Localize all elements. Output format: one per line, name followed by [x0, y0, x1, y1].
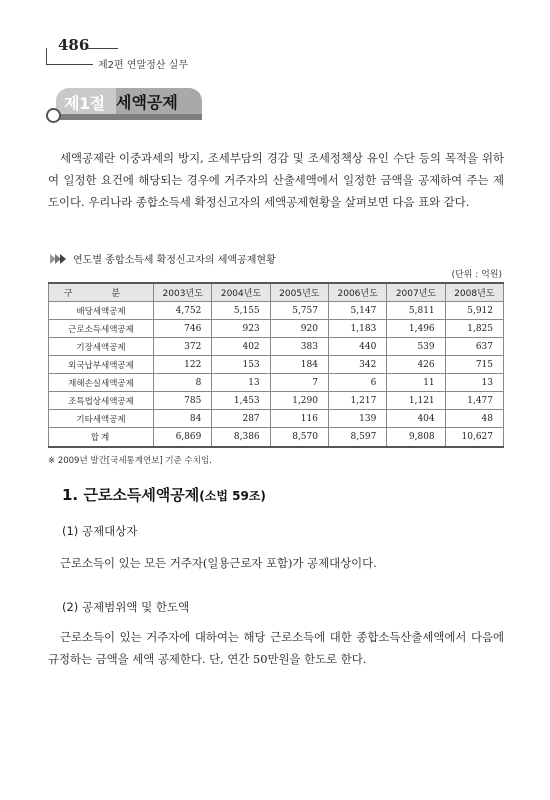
table-cell: 1,496 [387, 320, 445, 338]
table-cell: 13 [445, 374, 503, 392]
column-header: 2008년도 [445, 283, 503, 302]
row-label: 배당세액공제 [49, 302, 154, 320]
row-label: 합계 [49, 428, 154, 448]
table-cell: 8,386 [212, 428, 270, 448]
subsection-title-text: 1. 근로소득세액공제 [62, 486, 200, 504]
table-cell: 5,155 [212, 302, 270, 320]
table-cell: 5,912 [445, 302, 503, 320]
table-row [49, 320, 504, 338]
table-row [49, 374, 504, 392]
table-cell: 1,217 [328, 392, 386, 410]
table-cell: 372 [154, 338, 212, 356]
table-cell: 5,757 [270, 302, 328, 320]
table-caption [50, 251, 276, 266]
circle-bullet-icon [46, 108, 61, 123]
table-cell: 342 [328, 356, 386, 374]
table-cell: 440 [328, 338, 386, 356]
table-cell: 184 [270, 356, 328, 374]
table-cell: 1,453 [212, 392, 270, 410]
table-cell: 1,290 [270, 392, 328, 410]
table-cell: 8,597 [328, 428, 386, 448]
table-row [49, 338, 504, 356]
item-text-limit: 근로소득이 있는 거주자에 대하여는 해당 근로소득에 대한 종합소득산출세액에서 다음에 규정하는 금액을 세액 공제한다. 단, 연간 50만원을 한도로 한다. [48, 630, 504, 666]
table-caption-text: 연도별 종합소득세 확정신고자의 세액공제현황 [73, 255, 276, 266]
table-cell: 4,752 [154, 302, 212, 320]
table-cell: 7 [270, 374, 328, 392]
page-number: 486 [58, 36, 90, 54]
section-number: 제1절 [64, 94, 105, 113]
table-cell: 139 [328, 410, 386, 428]
table-cell: 5,147 [328, 302, 386, 320]
table-cell: 122 [154, 356, 212, 374]
table-cell: 785 [154, 392, 212, 410]
table-row [49, 392, 504, 410]
table-row [49, 356, 504, 374]
table-cell: 287 [212, 410, 270, 428]
table-cell: 6,869 [154, 428, 212, 448]
column-header: 2007년도 [387, 283, 445, 302]
table-cell: 84 [154, 410, 212, 428]
table-row [49, 302, 504, 320]
table-cell: 10,627 [445, 428, 503, 448]
table-cell: 116 [270, 410, 328, 428]
table-unit: (단위 : 억원) [451, 270, 502, 280]
table-cell: 923 [212, 320, 270, 338]
table-cell: 1,477 [445, 392, 503, 410]
subsection-law-ref: (소법 59조) [199, 489, 266, 503]
section-heading [46, 88, 206, 124]
section-title: 세액공제 [116, 93, 178, 112]
table-cell: 637 [445, 338, 503, 356]
item-text-target: 근로소득이 있는 모든 거주자(일용근로자 포함)가 공제대상이다. [60, 556, 377, 570]
table-cell: 402 [212, 338, 270, 356]
triple-arrow-icon [50, 254, 68, 264]
item-heading-limit: (2) 공제범위액 및 한도액 [62, 600, 190, 614]
column-header: 2006년도 [328, 283, 386, 302]
section-heading-underline [58, 114, 202, 120]
table-cell: 746 [154, 320, 212, 338]
table-cell: 153 [212, 356, 270, 374]
table-cell: 9,808 [387, 428, 445, 448]
table-cell: 5,811 [387, 302, 445, 320]
column-header: 2003년도 [154, 283, 212, 302]
table-cell: 8,570 [270, 428, 328, 448]
column-header: 2005년도 [270, 283, 328, 302]
table-cell: 920 [270, 320, 328, 338]
table-cell: 1,121 [387, 392, 445, 410]
row-label: 기장세액공제 [49, 338, 154, 356]
table-header-row [49, 283, 504, 302]
table-cell: 6 [328, 374, 386, 392]
row-label: 기타세액공제 [49, 410, 154, 428]
row-label: 재해손실세액공제 [49, 374, 154, 392]
tax-credit-table [48, 282, 504, 448]
row-label: 조특법상세액공제 [49, 392, 154, 410]
column-header: 2004년도 [212, 283, 270, 302]
table-cell: 426 [387, 356, 445, 374]
table-cell: 11 [387, 374, 445, 392]
table-total-row [49, 428, 504, 448]
table-cell: 404 [387, 410, 445, 428]
row-label: 외국납부세액공제 [49, 356, 154, 374]
table-cell: 1,183 [328, 320, 386, 338]
running-header-part: 제2편 연말정산 실무 [98, 60, 188, 71]
row-label: 근로소득세액공제 [49, 320, 154, 338]
table-cell: 715 [445, 356, 503, 374]
table-cell: 13 [212, 374, 270, 392]
header-rule [88, 48, 118, 49]
table-cell: 1,825 [445, 320, 503, 338]
table-row [49, 410, 504, 428]
subsection-title [62, 484, 266, 505]
intro-paragraph: 세액공제란 이중과세의 방지, 조세부담의 경감 및 조세정책상 유인 수단 등의 목적을 위하여 일정한 요건에 해당되는 경우에 거주자의 산출세액에서 일정한 금액을 공제하여 주는 제도이다. 우리나라 종합소득세 확정신고자의 세액공제현황을 살펴보면 다음 표와 같다. [48, 151, 504, 209]
column-header: 구 분 [49, 283, 154, 302]
table-cell: 48 [445, 410, 503, 428]
table-source-note: ※ 2009년 발간[국세통계연보] 기준 수치임. [48, 456, 212, 466]
item-heading-target: (1) 공제대상자 [62, 524, 138, 538]
table-cell: 383 [270, 338, 328, 356]
table-cell: 8 [154, 374, 212, 392]
table-cell: 539 [387, 338, 445, 356]
